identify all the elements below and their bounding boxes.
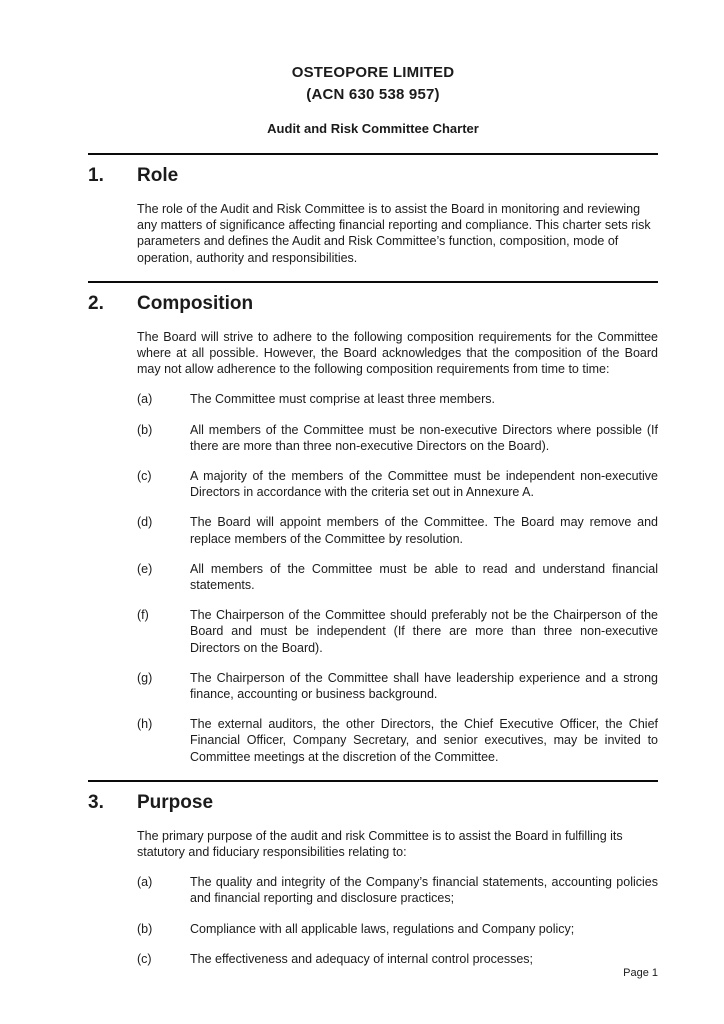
company-acn: (ACN 630 538 957) <box>306 86 440 103</box>
list-item-text: The Chairperson of the Committee should preferably not be the Chairperson of the Board and must be independent (If there are more than three non-executive Directors on the Board). <box>190 608 658 655</box>
section-heading: Purpose <box>137 791 214 813</box>
list-item-label: (h) <box>137 717 153 732</box>
list-item <box>137 670 658 702</box>
list-item <box>137 607 658 656</box>
list-item-label: (g) <box>137 670 153 685</box>
lettered-list <box>137 874 658 967</box>
list-item-text: All members of the Committee must be non-executive Directors where possible (If there are more than three non-executive Directors on the Board). <box>190 422 658 453</box>
section-composition <box>88 281 658 765</box>
lettered-list <box>137 391 658 764</box>
list-item-text: The Committee must comprise at least three members. <box>190 392 495 407</box>
section-number: 1. <box>88 165 104 186</box>
list-item <box>137 422 658 454</box>
list-item <box>137 716 658 765</box>
list-item-text: Compliance with all applicable laws, regulations and Company policy; <box>190 921 575 936</box>
list-item <box>137 951 658 967</box>
section-body <box>137 828 658 967</box>
page-number: Page 1 <box>623 967 658 979</box>
list-item-label: (d) <box>137 515 153 530</box>
list-item-text: The quality and integrity of the Company’s financial statements, accounting policies and financial reporting and disclosure practices; <box>190 875 658 906</box>
section-divider <box>88 281 658 283</box>
list-item-label: (e) <box>137 561 153 576</box>
section-paragraph: The Board will strive to adhere to the following composition requirements for the Committee where at all possible. However, the Board acknowledges that the composition of the Board may not allow adherence to the following composition requirements from time to time: <box>137 329 658 377</box>
section-paragraph: The role of the Audit and Risk Committee is to assist the Board in monitoring and reviewing any matters of significance affecting financial reporting and compliance. This charter sets risk parameters and defines the Audit and Risk Committee’s function, composition, mode of operation, authority and responsibilities. <box>137 202 651 265</box>
list-item-label: (a) <box>137 875 153 890</box>
section-number: 2. <box>88 292 104 314</box>
section-body <box>137 201 658 266</box>
list-item-text: A majority of the members of the Committee must be independent non-executive Directors in accordance with the criteria set out in Annexure A. <box>190 469 658 500</box>
list-item <box>137 874 658 906</box>
section-heading-row <box>88 292 658 316</box>
section-body <box>137 329 658 765</box>
section-divider <box>88 780 658 782</box>
section-paragraph: The primary purpose of the audit and risk Committee is to assist the Board in fulfilling its statutory and fiduciary responsibilities relating to: <box>137 828 623 860</box>
list-item <box>137 921 658 937</box>
list-item-label: (c) <box>137 469 152 484</box>
section-purpose <box>88 780 658 967</box>
list-item <box>137 561 658 593</box>
section-heading-row <box>88 791 658 815</box>
list-item <box>137 391 658 407</box>
list-item <box>137 514 658 546</box>
section-role <box>88 153 658 266</box>
document-header <box>88 62 658 138</box>
list-item-text: The external auditors, the other Directors, the Chief Executive Officer, the Chief Financial Officer, Company Secretary, and senior executives, may be invited to Committee meetings at the discretion of the Committee. <box>190 717 658 764</box>
section-number: 3. <box>88 791 104 813</box>
company-name: OSTEOPORE LIMITED <box>291 64 455 81</box>
list-item-label: (b) <box>137 921 153 936</box>
list-item-label: (f) <box>137 608 149 623</box>
list-item <box>137 468 658 500</box>
list-item-text: The Board will appoint members of the Committee. The Board may remove and replace members of the Committee by resolution. <box>190 515 658 546</box>
section-heading: Composition <box>137 292 254 314</box>
document-title: Audit and Risk Committee Charter <box>267 121 479 136</box>
list-item-label: (a) <box>137 392 153 407</box>
section-heading-row <box>88 164 658 188</box>
list-item-label: (b) <box>137 422 153 437</box>
list-item-text: All members of the Committee must be able to read and understand financial statements. <box>190 561 658 593</box>
list-item-label: (c) <box>137 951 152 966</box>
list-item-text: The Chairperson of the Committee shall have leadership experience and a strong finance, accounting or business background. <box>190 670 658 702</box>
section-divider <box>88 153 658 155</box>
section-heading: Role <box>137 165 179 186</box>
list-item-text: The effectiveness and adequacy of internal control processes; <box>190 951 534 966</box>
